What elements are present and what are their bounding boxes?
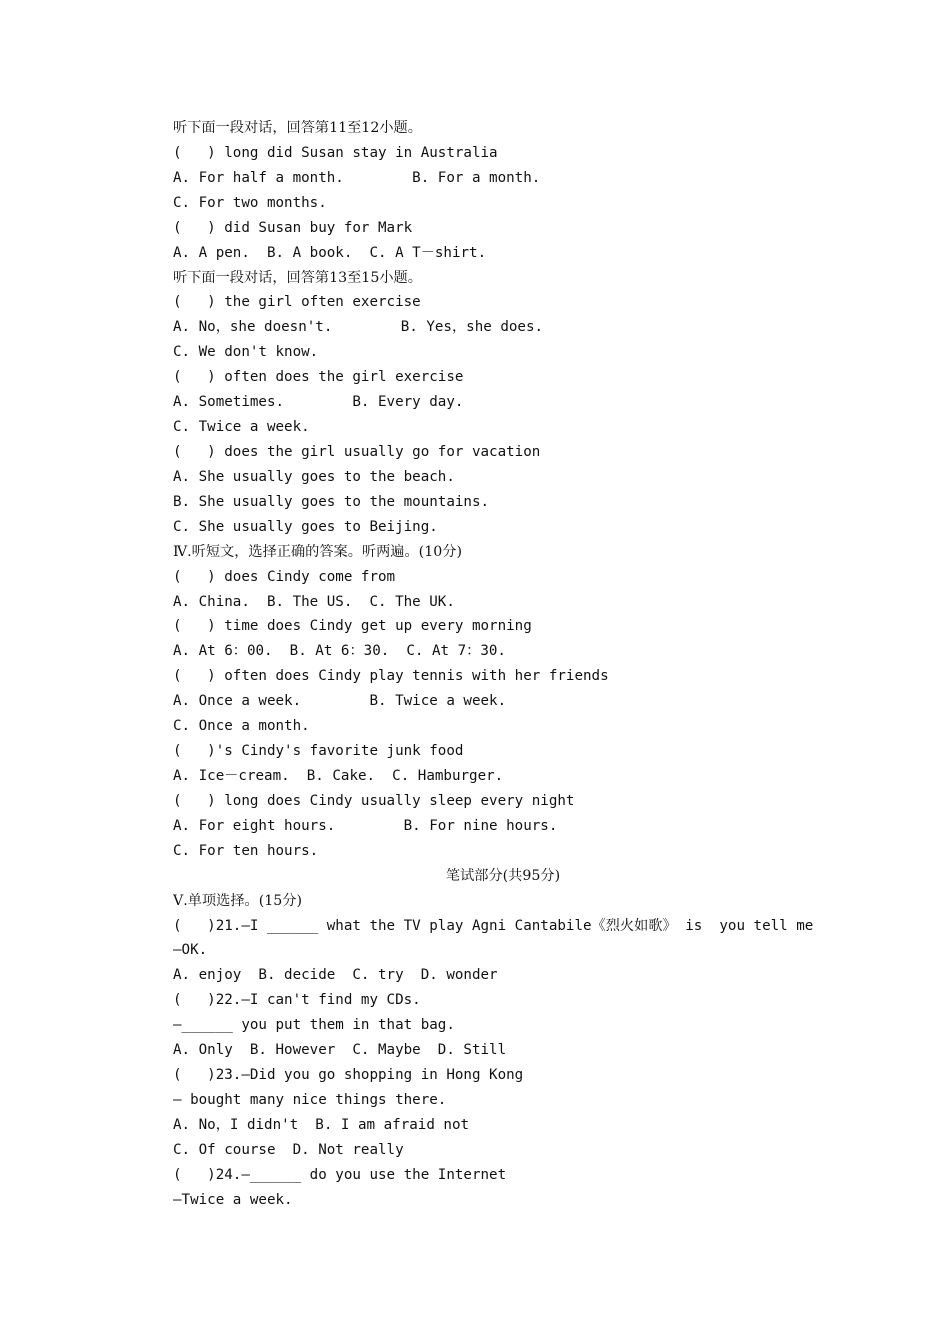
option-line: —OK. (173, 942, 208, 959)
option-line: —Twice a week. (173, 1191, 293, 1208)
question-line: ( )24.—______ do you use the Internet (173, 1166, 507, 1183)
question-line: ( ) does the girl usually go for vacation (173, 443, 541, 460)
question-line: ( )22.—I can't find my CDs. (173, 992, 421, 1009)
option-line: —______ you put them in that bag. (173, 1017, 455, 1034)
option-line: C. Once a month. (173, 718, 310, 735)
option-line: C. She usually goes to Beijing. (173, 518, 438, 535)
section-heading: 听下面一段对话，回答第11至12小题。 (173, 120, 422, 136)
option-line: C. For two months. (173, 194, 327, 211)
question-line: ( ) often does Cindy play tennis with her friends (173, 668, 609, 685)
document-body (173, 116, 833, 1213)
question-line: ( ) long did Susan stay in Australia (173, 144, 498, 161)
question-line: ( )'s Cindy's favorite junk food (173, 743, 464, 760)
option-line: C. For ten hours. (173, 842, 319, 859)
question-line: ( ) long does Cindy usually sleep every night (173, 792, 575, 809)
option-line: C. Of course D. Not really (173, 1141, 404, 1158)
option-line: A. For half a month. B. For a month. (173, 169, 541, 186)
option-line: A. She usually goes to the beach. (173, 468, 455, 485)
option-line: A. Only B. However C. Maybe D. Still (173, 1042, 507, 1059)
section-heading: 听下面一段对话，回答第13至15小题。 (173, 269, 422, 286)
option-line: A. No，she doesn't. B. Yes，she does. (173, 319, 544, 336)
option-line: A. At 6：00. B. At 6：30. C. At 7：30. (173, 643, 506, 660)
option-line: — bought many nice things there. (173, 1091, 447, 1108)
option-line: A. A pen. B. A book. C. A T－shirt. (173, 244, 487, 261)
question-line: ( ) often does the girl exercise (173, 369, 464, 386)
option-line: A. For eight hours. B. For nine hours. (173, 817, 558, 834)
question-line: ( )21.—I ______ what the TV play Agni Cantabile《烈火如歌》 is you tell me (173, 917, 814, 934)
question-line: ( ) does Cindy come from (173, 568, 396, 585)
question-line: ( ) time does Cindy get up every morning (173, 618, 532, 635)
question-line: ( ) did Susan buy for Mark (173, 219, 413, 236)
option-line: A. China. B. The US. C. The UK. (173, 593, 455, 610)
section-heading: Ⅴ.单项选择。(15分) (173, 892, 303, 909)
option-line: A. Sometimes. B. Every day. (173, 394, 464, 411)
option-line: C. We don't know. (173, 344, 319, 361)
option-line: A. enjoy B. decide C. try D. wonder (173, 967, 498, 984)
section-title: 笔试部分(共95分) (445, 867, 561, 884)
option-line: A. Once a week. B. Twice a week. (173, 693, 507, 710)
section-heading: Ⅳ.听短文，选择正确的答案。听两遍。(10分) (173, 543, 462, 560)
option-line: C. Twice a week. (173, 419, 310, 436)
option-line: A. Ice－cream. B. Cake. C. Hamburger. (173, 767, 504, 784)
option-line: B. She usually goes to the mountains. (173, 493, 490, 510)
question-line: ( ) the girl often exercise (173, 294, 421, 311)
question-line: ( )23.—Did you go shopping in Hong Kong (173, 1067, 524, 1084)
option-line: A. No，I didn't B. I am afraid not (173, 1116, 470, 1133)
